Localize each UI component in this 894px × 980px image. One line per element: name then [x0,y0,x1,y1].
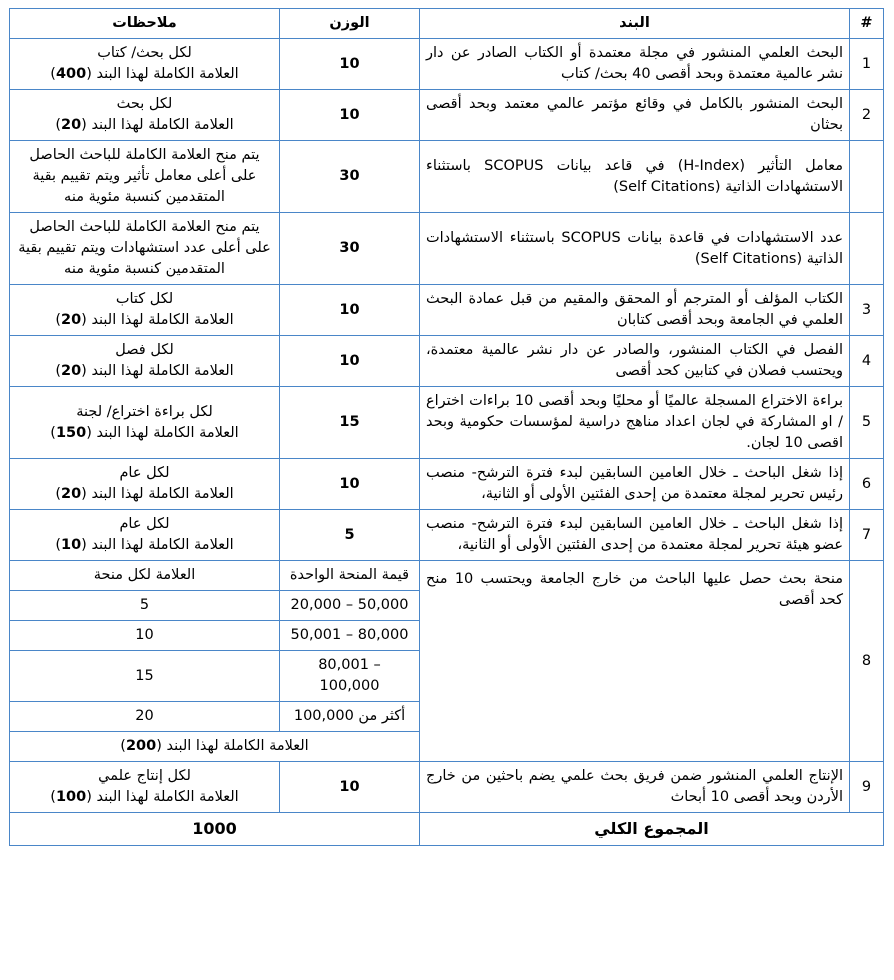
row-weight: 10 [280,90,420,141]
column-header-item: البند [420,9,850,39]
row-notes-line-2 [16,64,273,85]
row-notes [10,336,280,387]
notes-full-mark-label: العلامة الكاملة لهذا البند ( [81,537,234,554]
table-row [10,90,884,141]
row-notes-line-1: يتم منح العلامة الكاملة للباحث الحاصل على أعلى عدد استشهادات ويتم تقييم بقية المتقدمين كنسبة مئوية منه [18,219,271,278]
grants-full-mark [10,732,420,762]
row-weight: 10 [280,39,420,90]
grants-full-mark-suffix: ) [120,738,126,755]
total-row [10,813,884,845]
column-header-notes: ملاحظات [10,9,280,39]
row-weight: 30 [280,213,420,285]
grant-points: 15 [10,651,280,702]
row-weight: 15 [280,387,420,459]
row-number [850,213,884,285]
row-notes [10,387,280,459]
row-weight: 10 [280,285,420,336]
table-row [10,336,884,387]
notes-full-mark-label: العلامة الكاملة لهذا البند ( [81,363,234,380]
notes-full-mark-suffix: ) [55,117,61,134]
row-number: 4 [850,336,884,387]
table-row-grants-header [10,561,884,591]
row-item-text: عدد الاستشهادات في قاعدة بيانات SCOPUS باستثناء الاستشهادات الذاتية (Self Citations) [420,213,850,285]
grant-range: 20,000 – 50,000 [280,591,420,621]
row-notes-line-1: لكل إنتاج علمي [98,768,191,785]
row-notes-line-1: يتم منح العلامة الكاملة للباحث الحاصل على أعلى معامل تأثير ويتم تقييم بقية المتقدمين كنسبة مئوية منه [29,147,260,206]
row-number: 5 [850,387,884,459]
row-notes [10,213,280,285]
grant-range: 50,001 – 80,000 [280,621,420,651]
row-weight: 10 [280,762,420,813]
row-notes-line-2 [16,115,273,136]
column-header-number: # [850,9,884,39]
row-notes-line-2 [16,361,273,382]
row-number: 7 [850,510,884,561]
row-item-text: الكتاب المؤلف أو المترجم أو المحقق والمقيم من قبل عمادة البحث العلمي في الجامعة وبحد أقصى كتابان [420,285,850,336]
notes-full-mark-label: العلامة الكاملة لهذا البند ( [86,424,239,441]
notes-full-mark-suffix: ) [55,363,61,380]
row-number: 8 [850,561,884,762]
row-notes-line-2 [16,535,273,556]
grant-points: 20 [10,702,280,732]
row-item-text: إذا شغل الباحث ـ خلال العامين السابقين لبدء فترة الترشح- منصب عضو هيئة تحرير لمجلة معتمدة من إحدى الفئتين الأولى أو الثانية، [420,510,850,561]
row-weight: 30 [280,141,420,213]
row-item-text: معامل التأثير (H-Index) في قاعد بيانات SCOPUS باستثناء الاستشهادات الذاتية (Self Citations) [420,141,850,213]
notes-full-mark-suffix: ) [50,66,56,83]
row-number: 1 [850,39,884,90]
notes-full-mark-label: العلامة الكاملة لهذا البند ( [81,312,234,329]
total-value: 1000 [10,813,420,845]
notes-full-mark-value: 20 [60,363,82,380]
row-item-text: الإنتاج العلمي المنشور ضمن فريق بحث علمي يضم باحثين من خارج الأردن وبحد أقصى 10 أبحاث [420,762,850,813]
grants-full-mark-label: العلامة الكاملة لهذا البند ( [156,738,309,755]
grants-full-mark-value: 200 [125,738,157,755]
row-number [850,141,884,213]
notes-full-mark-value: 20 [60,486,82,503]
total-label: المجموع الكلي [420,813,884,845]
row-notes-line-1: لكل عام [119,516,170,533]
row-notes-line-1: لكل براءة اختراع/ لجنة [76,403,213,420]
table-row [10,141,884,213]
row-number: 9 [850,762,884,813]
row-item-text: الفصل في الكتاب المنشور، والصادر عن دار نشر عالمية معتمدة، ويحتسب فصلان في كتابين كحد أقصى [420,336,850,387]
row-notes [10,459,280,510]
table-header-row [10,9,884,39]
grant-points: 5 [10,591,280,621]
row-notes-line-1: لكل كتاب [115,291,174,308]
notes-full-mark-suffix: ) [55,486,61,503]
row-number: 6 [850,459,884,510]
row-weight: 10 [280,459,420,510]
grant-points: 10 [10,621,280,651]
row-item-text: منحة بحث حصل عليها الباحث من خارج الجامعة ويحتسب 10 منح كحد أقصى [420,561,850,762]
row-notes-line-1: لكل فصل [115,342,174,359]
notes-full-mark-value: 100 [55,789,87,806]
column-header-weight: الوزن [280,9,420,39]
notes-full-mark-value: 20 [60,117,82,134]
notes-full-mark-value: 10 [60,537,82,554]
table-row [10,213,884,285]
notes-full-mark-value: 150 [55,424,87,441]
grants-value-column-header: قيمة المنحة الواحدة [280,561,420,591]
table-row [10,510,884,561]
grant-range: 80,001 – 100,000 [280,651,420,702]
notes-full-mark-suffix: ) [50,424,56,441]
notes-full-mark-suffix: ) [55,312,61,329]
table-row [10,39,884,90]
notes-full-mark-suffix: ) [50,789,56,806]
notes-full-mark-value: 400 [55,66,87,83]
notes-full-mark-label: العلامة الكاملة لهذا البند ( [86,789,239,806]
grants-points-column-header: العلامة لكل منحة [10,561,280,591]
row-item-text: البحث المنشور بالكامل في وقائع مؤتمر عالمي معتمد وبحد أقصى بحثان [420,90,850,141]
table-row [10,762,884,813]
row-number: 2 [850,90,884,141]
row-notes [10,762,280,813]
row-notes [10,285,280,336]
notes-full-mark-label: العلامة الكاملة لهذا البند ( [81,117,234,134]
notes-full-mark-suffix: ) [55,537,61,554]
table-row [10,285,884,336]
row-notes-line-2 [16,310,273,331]
row-notes-line-2 [16,484,273,505]
table-row [10,387,884,459]
row-weight: 5 [280,510,420,561]
row-notes [10,141,280,213]
row-item-text: البحث العلمي المنشور في مجلة معتمدة أو الكتاب الصادر عن دار نشر عالمية معتمدة وبحد أقصى 40 بحث/ كتاب [420,39,850,90]
row-number: 3 [850,285,884,336]
row-item-text: إذا شغل الباحث ـ خلال العامين السابقين لبدء فترة الترشح- منصب رئيس تحرير لمجلة معتمدة من إحدى الفئتين الأولى أو الثانية، [420,459,850,510]
row-notes [10,39,280,90]
notes-full-mark-label: العلامة الكاملة لهذا البند ( [86,66,239,83]
table-row [10,459,884,510]
grant-range: أكثر من 100,000 [280,702,420,732]
row-notes-line-2 [16,787,273,808]
evaluation-criteria-table [9,8,884,846]
row-notes-line-1: لكل بحث/ كتاب [97,45,192,62]
table-body [10,39,884,846]
row-item-text: براءة الاختراع المسجلة عالميًا أو محليًا وبحد أقصى 10 براءات اختراع / او المشاركة في لجان اعداد مناهج دراسية لمؤسسات حكومية وبحد اقصى 10 لجان. [420,387,850,459]
row-notes-line-1: لكل عام [119,465,170,482]
notes-full-mark-label: العلامة الكاملة لهذا البند ( [81,486,234,503]
notes-full-mark-value: 20 [60,312,82,329]
row-notes-line-1: لكل بحث [116,96,173,113]
row-notes [10,510,280,561]
row-notes-line-2 [16,423,273,444]
table-header [10,9,884,39]
row-weight: 10 [280,336,420,387]
row-notes [10,90,280,141]
